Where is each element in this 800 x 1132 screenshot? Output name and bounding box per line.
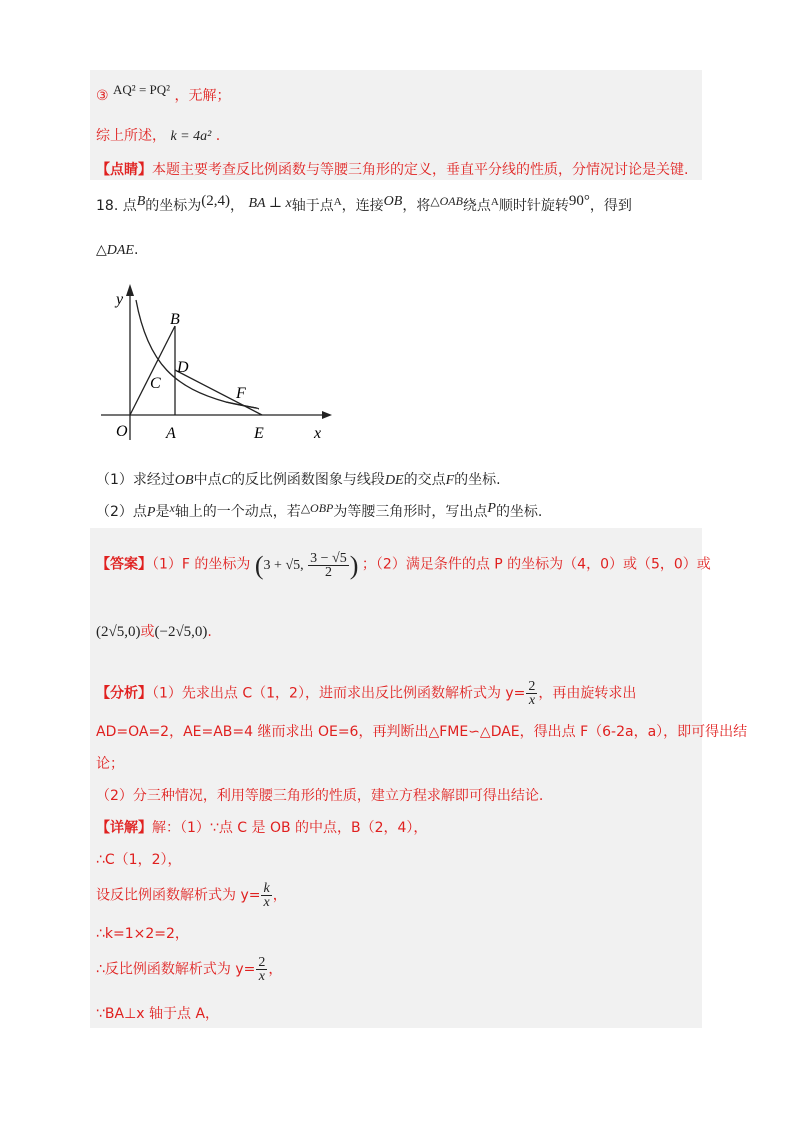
label-a: A — [166, 425, 176, 442]
detail-tag: 【详解】 — [96, 820, 152, 836]
var-ob: OB — [383, 194, 403, 209]
perp-statement: BA ⊥ x — [248, 196, 292, 211]
q2-text: 轴上的一个动点，若 — [174, 504, 301, 520]
label-x: x — [314, 425, 322, 442]
var-b: B — [136, 194, 146, 209]
paren-close: ) — [349, 550, 359, 580]
q2-text: （2）点 — [96, 504, 147, 520]
coordinate-figure — [96, 280, 336, 450]
q1-text: 中点 — [193, 472, 222, 488]
question-1 — [96, 470, 501, 491]
problem-text: ， — [230, 198, 245, 214]
detail-line-2: ∴C（1，2）， — [96, 852, 182, 868]
comment-text: 本题主要考查反比例函数与等腰三角形的定义，垂直平分线的性质，分情况讨论是关键. — [152, 162, 689, 178]
question-2 — [96, 502, 542, 523]
rotation-angle: 90° — [568, 193, 590, 209]
detail-text: ， — [268, 961, 283, 978]
case-result: ，无解； — [174, 88, 231, 104]
solution-block — [90, 528, 702, 1028]
summary-prefix: 综上所述， — [96, 128, 166, 144]
answer-line-2 — [96, 622, 212, 642]
q1-text: （1）求经过 — [96, 472, 175, 488]
problem-text: ，连接 — [341, 198, 384, 214]
problem-text: ，将 — [402, 198, 431, 214]
q2-text: 的坐标. — [495, 504, 543, 520]
coord-b: (2,4) — [201, 193, 231, 209]
fraction-denominator: x — [258, 969, 265, 984]
detail-line-1 — [96, 818, 427, 838]
case-3-line — [96, 82, 231, 106]
analysis-fraction — [526, 680, 537, 707]
q1-text: 的坐标. — [454, 472, 501, 488]
point-pos-2sqrt5: (2√5,0) — [96, 624, 141, 640]
problem-text: 轴于点 — [291, 198, 334, 214]
fraction-numerator: k — [263, 881, 270, 896]
summary-line — [96, 126, 220, 147]
or-text: 或 — [140, 624, 155, 640]
var-x: x — [169, 501, 175, 515]
case-marker: ③ — [96, 88, 109, 104]
detail-line-5 — [96, 956, 282, 983]
fraction-numerator: 2 — [258, 955, 266, 970]
answer-end: . — [207, 624, 212, 640]
label-b: B — [170, 311, 180, 328]
paren-open: ( — [254, 550, 264, 580]
analysis-line-2: AD=OA=2，AE=AB=4 继而求出 OE=6，再判断出△FME∽△DAE，得出点 F（6-2a，a），即可得出结 — [96, 724, 748, 740]
analysis-text: ，再由旋转求出 — [538, 685, 637, 702]
var-de: DE — [384, 473, 404, 488]
label-f: F — [236, 385, 246, 402]
triangle-oab: △OAB — [430, 194, 463, 208]
case-equation: AQ² = PQ² — [113, 82, 171, 97]
var-ob: OB — [174, 473, 194, 488]
detail-text: ∴反比例函数解析式为 y= — [96, 961, 256, 978]
detail-text: ， — [272, 887, 287, 904]
var-a: A — [333, 196, 342, 208]
label-d: D — [177, 359, 189, 376]
var-p: P — [487, 501, 496, 516]
q1-text: 的交点 — [403, 472, 446, 488]
problem-text: 的坐标为 — [145, 198, 202, 214]
analysis-tag: 【分析】 — [96, 685, 152, 702]
coord-x: 3 + √5, — [263, 557, 304, 573]
detail-line-4: ∴k=1×2=2， — [96, 926, 189, 942]
var-c: C — [221, 473, 231, 488]
label-e: E — [254, 425, 264, 442]
summary-tail: . — [215, 128, 221, 144]
problem-text: . — [133, 242, 139, 258]
detail-line-3 — [96, 882, 287, 909]
var-a: A — [490, 196, 499, 208]
problem-line-1 — [96, 193, 632, 217]
fraction-denominator: x — [263, 895, 270, 910]
detail-line-6: ∵BA⊥x 轴于点 A， — [96, 1006, 220, 1022]
label-o: O — [116, 423, 128, 440]
answer-text: （1）F 的坐标为 — [152, 556, 251, 573]
analysis-line-1 — [96, 680, 636, 707]
comment-tag: 【点睛】 — [96, 162, 152, 178]
triangle-obp: △OBP — [300, 501, 334, 515]
coord-y-fraction — [308, 552, 349, 579]
comment-line — [96, 160, 688, 180]
problem-text: ，得到 — [589, 198, 632, 214]
fraction-denominator: x — [528, 693, 536, 708]
analysis-line-3: 论； — [96, 756, 124, 772]
analysis-text: （1）先求出点 C（1，2），进而求出反比例函数解析式为 y= — [152, 685, 526, 702]
summary-equation: k = 4a² — [170, 129, 212, 144]
var-p: P — [146, 505, 156, 520]
problem-line-2 — [96, 240, 138, 261]
answer-line-1 — [96, 552, 711, 579]
fraction-numerator: 2 — [528, 679, 536, 694]
answer-coordinate — [254, 550, 362, 580]
detail-text: 解：（1）∵点 C 是 OB 的中点，B（2，4）， — [152, 820, 428, 836]
triangle-dae: △DAE — [96, 243, 134, 258]
point-neg-2sqrt5: (−2√5,0) — [154, 624, 208, 640]
label-y: y — [116, 291, 124, 308]
var-f: F — [445, 473, 455, 488]
problem-text: 点 — [122, 198, 137, 214]
fraction-numerator: 3 − √5 — [310, 551, 347, 566]
fraction-denominator: 2 — [324, 565, 332, 580]
q2-text: 是 — [155, 504, 170, 520]
answer-tag: 【答案】 — [96, 556, 152, 573]
label-c: C — [150, 375, 161, 392]
problem-text: 顺时针旋转 — [498, 198, 569, 214]
detail-text: 设反比例函数解析式为 y= — [96, 887, 261, 904]
q2-text: 为等腰三角形时，写出点 — [333, 504, 488, 520]
problem-number: 18. — [96, 198, 119, 214]
detail-fraction-k — [261, 882, 271, 909]
answer-text: ；（2）满足条件的点 P 的坐标为（4，0）或（5，0）或 — [361, 556, 711, 573]
q1-text: 的反比例函数图象与线段 — [230, 472, 385, 488]
analysis-line-4: （2）分三种情况，利用等腰三角形的性质，建立方程求解即可得出结论. — [96, 788, 544, 804]
problem-text: 绕点 — [462, 198, 491, 214]
detail-fraction-2 — [256, 956, 267, 983]
